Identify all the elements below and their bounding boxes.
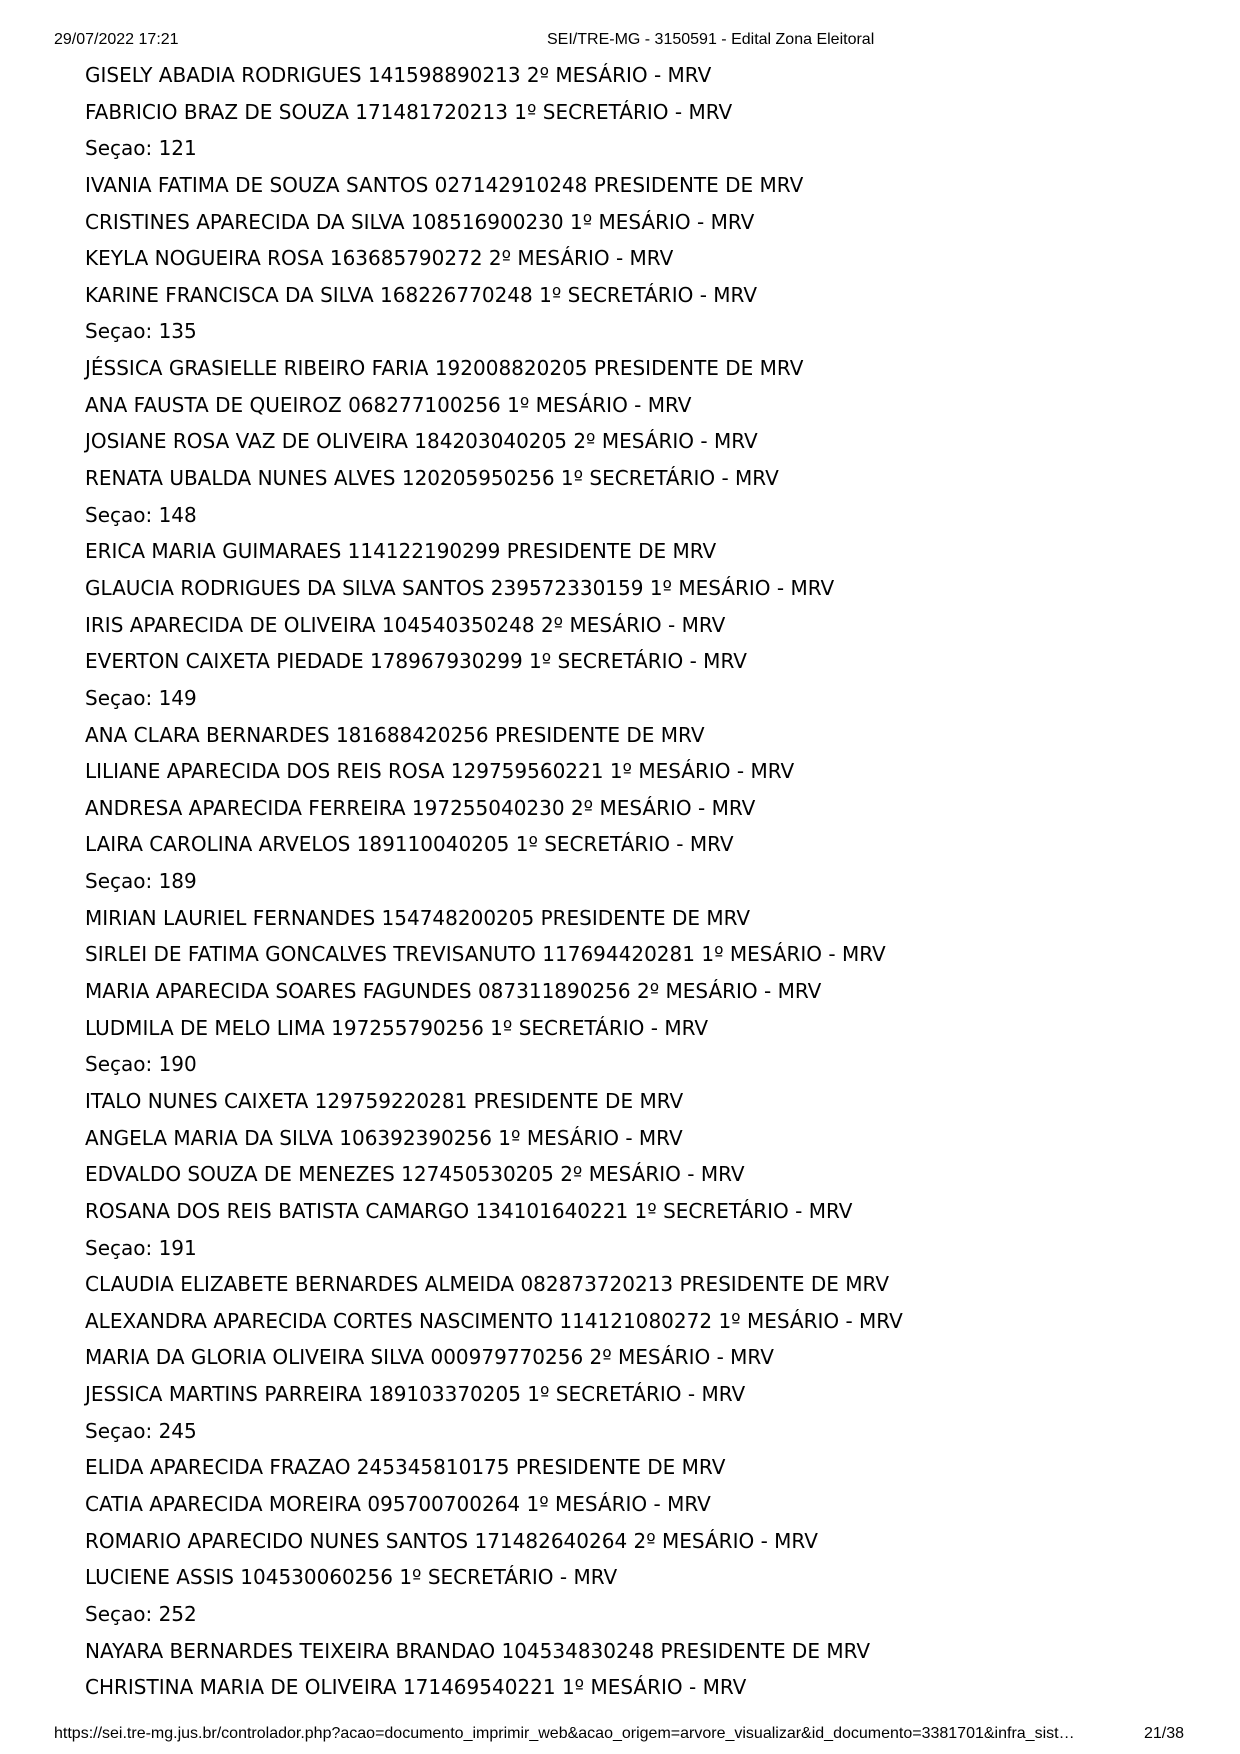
section-heading: Seçao: 135	[85, 319, 197, 344]
poll-worker-entry: MARIA DA GLORIA OLIVEIRA SILVA 000979770256 2º MESÁRIO - MRV	[85, 1345, 774, 1370]
document-body	[85, 57, 903, 1706]
poll-worker-entry: EDVALDO SOUZA DE MENEZES 127450530205 2º MESÁRIO - MRV	[85, 1162, 745, 1187]
poll-worker-entry: IVANIA FATIMA DE SOUZA SANTOS 027142910248 PRESIDENTE DE MRV	[85, 172, 804, 197]
poll-worker-entry: FABRICIO BRAZ DE SOUZA 171481720213 1º SECRETÁRIO - MRV	[85, 99, 733, 124]
poll-worker-entry: MIRIAN LAURIEL FERNANDES 154748200205 PRESIDENTE DE MRV	[85, 905, 751, 930]
print-datetime: 29/07/2022 17:21	[54, 31, 179, 48]
document-title: SEI/TRE-MG - 3150591 - Edital Zona Eleitoral	[547, 31, 875, 48]
poll-worker-entry: JOSIANE ROSA VAZ DE OLIVEIRA 184203040205 2º MESÁRIO - MRV	[85, 429, 758, 454]
section-heading: Seçao: 245	[85, 1418, 197, 1443]
source-url: https://sei.tre-mg.jus.br/controlador.php?acao=documento_imprimir_web&acao_origem=arvore_visualizar&id_documento=3381701&infra_sist…	[54, 1725, 1075, 1742]
section-heading: Seçao: 121	[85, 136, 197, 161]
poll-worker-entry: ANA CLARA BERNARDES 181688420256 PRESIDENTE DE MRV	[85, 722, 705, 747]
poll-worker-entry: ERICA MARIA GUIMARAES 114122190299 PRESIDENTE DE MRV	[85, 539, 717, 564]
poll-worker-entry: LILIANE APARECIDA DOS REIS ROSA 129759560221 1º MESÁRIO - MRV	[85, 759, 795, 784]
poll-worker-entry: JÉSSICA GRASIELLE RIBEIRO FARIA 192008820205 PRESIDENTE DE MRV	[85, 356, 804, 381]
poll-worker-entry: KEYLA NOGUEIRA ROSA 163685790272 2º MESÁRIO - MRV	[85, 246, 674, 271]
poll-worker-entry: ROSANA DOS REIS BATISTA CAMARGO 134101640221 1º SECRETÁRIO - MRV	[85, 1198, 853, 1223]
poll-worker-entry: ROMARIO APARECIDO NUNES SANTOS 171482640264 2º MESÁRIO - MRV	[85, 1528, 818, 1553]
poll-worker-entry: KARINE FRANCISCA DA SILVA 168226770248 1º SECRETÁRIO - MRV	[85, 282, 758, 307]
section-heading: Seçao: 148	[85, 502, 197, 527]
poll-worker-entry: LAIRA CAROLINA ARVELOS 189110040205 1º SECRETÁRIO - MRV	[85, 832, 734, 857]
poll-worker-entry: GISELY ABADIA RODRIGUES 141598890213 2º MESÁRIO - MRV	[85, 63, 712, 87]
poll-worker-entry: LUCIENE ASSIS 104530060256 1º SECRETÁRIO - MRV	[85, 1565, 618, 1590]
section-heading: Seçao: 190	[85, 1052, 197, 1077]
poll-worker-entry: ANA FAUSTA DE QUEIROZ 068277100256 1º MESÁRIO - MRV	[85, 392, 692, 417]
poll-worker-entry: ANGELA MARIA DA SILVA 106392390256 1º MESÁRIO - MRV	[85, 1125, 683, 1150]
poll-worker-entry: NAYARA BERNARDES TEIXEIRA BRANDAO 104534830248 PRESIDENTE DE MRV	[85, 1638, 871, 1663]
poll-worker-entry: CHRISTINA MARIA DE OLIVEIRA 171469540221 1º MESÁRIO - MRV	[85, 1675, 747, 1700]
section-heading: Seçao: 189	[85, 869, 197, 894]
poll-worker-entry: GLAUCIA RODRIGUES DA SILVA SANTOS 239572330159 1º MESÁRIO - MRV	[85, 575, 835, 600]
poll-worker-entry: MARIA APARECIDA SOARES FAGUNDES 087311890256 2º MESÁRIO - MRV	[85, 979, 822, 1004]
poll-worker-entry: CATIA APARECIDA MOREIRA 095700700264 1º MESÁRIO - MRV	[85, 1491, 711, 1516]
poll-worker-entry: ELIDA APARECIDA FRAZAO 245345810175 PRESIDENTE DE MRV	[85, 1455, 726, 1480]
section-heading: Seçao: 149	[85, 685, 197, 710]
poll-worker-entry: ALEXANDRA APARECIDA CORTES NASCIMENTO 114121080272 1º MESÁRIO - MRV	[85, 1308, 903, 1333]
section-heading: Seçao: 252	[85, 1601, 197, 1626]
poll-worker-entry: EVERTON CAIXETA PIEDADE 178967930299 1º SECRETÁRIO - MRV	[85, 649, 747, 674]
poll-worker-entry: ITALO NUNES CAIXETA 129759220281 PRESIDENTE DE MRV	[85, 1088, 684, 1113]
poll-worker-entry: CLAUDIA ELIZABETE BERNARDES ALMEIDA 082873720213 PRESIDENTE DE MRV	[85, 1272, 890, 1297]
poll-worker-entry: IRIS APARECIDA DE OLIVEIRA 104540350248 2º MESÁRIO - MRV	[85, 612, 726, 637]
poll-worker-entry: RENATA UBALDA NUNES ALVES 120205950256 1º SECRETÁRIO - MRV	[85, 466, 779, 491]
poll-worker-entry: SIRLEI DE FATIMA GONCALVES TREVISANUTO 117694420281 1º MESÁRIO - MRV	[85, 942, 886, 967]
poll-worker-entry: LUDMILA DE MELO LIMA 197255790256 1º SECRETÁRIO - MRV	[85, 1015, 709, 1040]
page-number: 21/38	[1144, 1725, 1185, 1742]
section-heading: Seçao: 191	[85, 1235, 197, 1260]
poll-worker-entry: CRISTINES APARECIDA DA SILVA 108516900230 1º MESÁRIO - MRV	[85, 209, 755, 234]
poll-worker-entry: JESSICA MARTINS PARREIRA 189103370205 1º SECRETÁRIO - MRV	[85, 1382, 746, 1407]
poll-worker-entry: ANDRESA APARECIDA FERREIRA 197255040230 2º MESÁRIO - MRV	[85, 795, 756, 820]
